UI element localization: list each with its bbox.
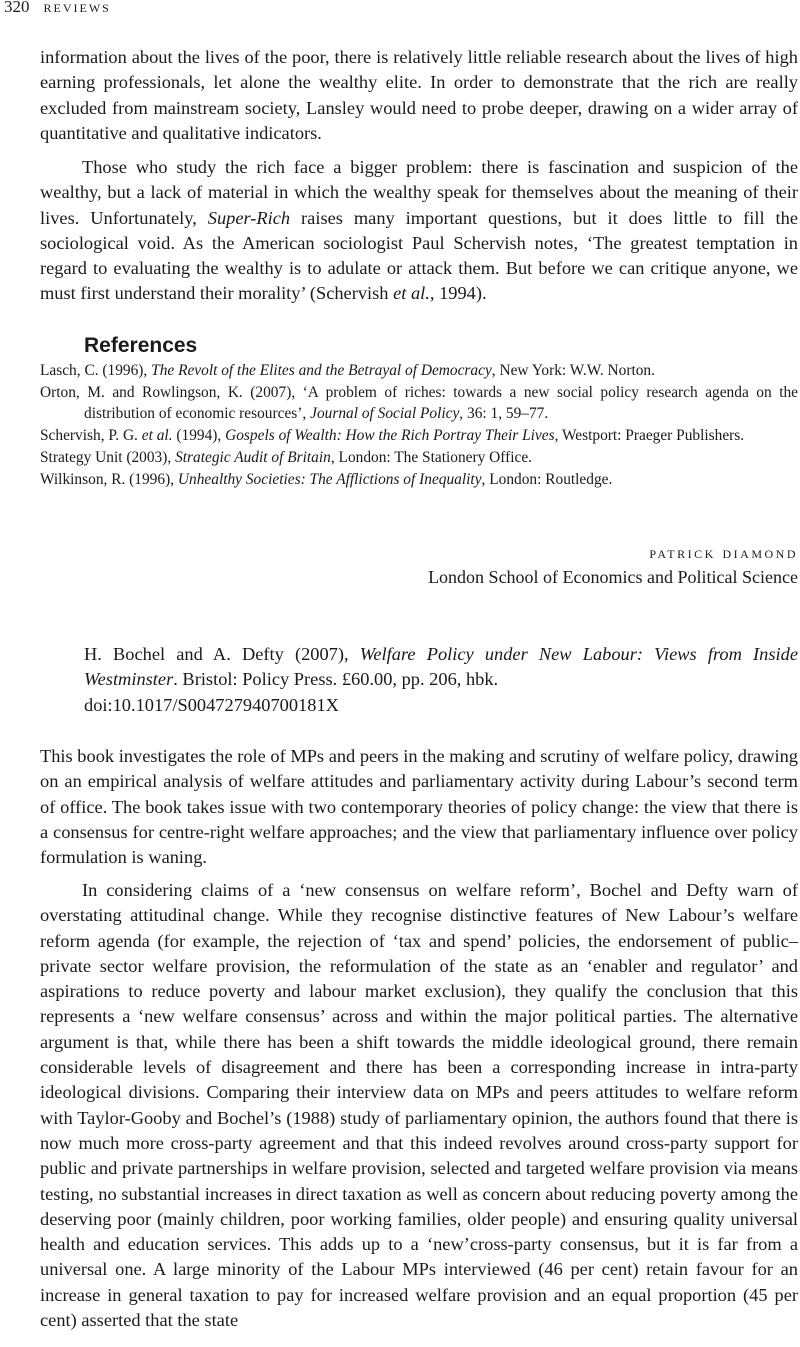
- review1-book-title: Super-Rich: [207, 207, 291, 228]
- reference-schervish: Schervish, P. G. et al. (1994), Gospels of Wealth: How the Rich Portray Their Lives, Westport: Praeger Publishers.: [40, 427, 745, 445]
- references-heading: References: [84, 334, 198, 357]
- page-number: 320: [4, 0, 30, 16]
- reference-lasch: Lasch, C. (1996), The Revolt of the Elites and the Betrayal of Democracy, New York: W.W. Norton.: [40, 362, 655, 379]
- citation-publication: . Bristol: Policy Press. £60.00, pp. 206, hbk.: [173, 669, 499, 690]
- running-head: [4, 0, 111, 17]
- review1-etal: et al.: [393, 283, 430, 304]
- citation-doi: doi:10.1017/S004727940700181X: [84, 694, 339, 715]
- citation-line-2: [84, 667, 798, 692]
- review1-paragraph-1: information about the lives of the poor, there is relatively little reliable research about the lives of high earning professionals, let alone the wealthy elite. In order to demonstrate that the rich are really excluded from mainstream society, Lansley would need to probe deeper, drawing on a wider array of quantitative and qualitative indicators.: [40, 47, 798, 143]
- reference-orton: Orton, M. and Rowlingson, K. (2007), ‘A problem of riches: towards a new social policy research agenda on the distribution of economic resources’, Journal of Social Policy, 36: 1, 59–77.: [40, 383, 798, 423]
- section-title: reviews: [43, 0, 111, 16]
- review1-para2-part3: , 1994).: [429, 283, 487, 304]
- reference-wilkinson: Wilkinson, R. (1996), Unhealthy Societies: The Afflictions of Inequality, London: Routledge.: [40, 470, 613, 488]
- citation-authors: H. Bochel and A. Defty (2007),: [84, 644, 360, 664]
- references-list: [40, 360, 798, 491]
- review1-para2-part1: Those who study the rich face a bigger problem: there is fascination and suspicion of the wealthy, but a lack of material in which the wealthy speak for themselves about the meaning of their lives. Unfortunately,: [40, 157, 798, 228]
- reviewer-affiliation: London School of Economics and Political Science: [428, 567, 798, 587]
- review2-paragraph-1: This book investigates the role of MPs and peers in the making and scrutiny of welfare policy, drawing on an empirical analysis of welfare attitudes and parliamentary activity during Labour’s second term of office. The book takes issue with two contemporary theories of policy change: the view that there is a consensus for centre-right welfare approaches; and the view that parliamentary influence over policy formulation is waning.: [40, 746, 798, 868]
- reference-strategy-unit: Strategy Unit (2003), Strategic Audit of Britain, London: The Stationery Office.: [40, 448, 533, 466]
- reviewer-name: patrick diamond: [649, 543, 798, 562]
- citation-line-1: [84, 642, 798, 667]
- reviewer-signature: [428, 540, 798, 590]
- review1-para2-part2: raises many important questions, but it does little to fill the sociological void. As the American sociologist Paul Schervish notes, ‘The greatest temptation in regard to evaluating the wealthy is to adulate or attack them. But before we can critique anyone, we must first understand their morality’ (Schervish: [40, 207, 798, 304]
- book-citation: [84, 642, 798, 718]
- citation-title-2: Westminster: [84, 669, 174, 690]
- citation-title-1: Welfare Policy under New Labour: Views from Inside: [359, 644, 798, 664]
- review1-paragraph-2: [40, 155, 798, 307]
- review2-paragraph-2: In considering claims of a ‘new consensus on welfare reform’, Bochel and Defty warn of overstating attitudinal change. While they recognise distinctive features of New Labour’s welfare reform agenda (for example, the rejection of ‘tax and spend’ policies, the endorsement of public–private sector welfare provision, the reformulation of the state as an ‘enabler and regulator’ and aspirations to reduce poverty and labour market exclusion), they qualify the conclusion that this represents a ‘new welfare consensus’ across and within the major political parties. The alternative argument is that, while there has been a shift towards the middle ideological ground, there remain considerable levels of disagreement and there has been a corresponding increase in intra-party ideological divisions. Comparing their interview data on MPs and peers attitudes to welfare reform with Taylor-Gooby and Bochel’s (1988) study of parliamentary opinion, the authors found that there is now much more cross-party agreement and that this indeed revolves around cross-party support for public and private partnerships in welfare provision, selected and targeted welfare provision via means testing, no substantial increases in direct taxation as well as concern about reducing poverty among the deserving poor (mainly children, poor working families, older people) and ensuring quality universal health and education services. This adds up to a ‘new’cross-party consensus, but it is far from a universal one. A large minority of the Labour MPs interviewed (46 per cent) retain favour for an increase in general taxation to pay for increased welfare provision and an equal proportion (45 per cent) asserted that the state: [40, 880, 798, 1331]
